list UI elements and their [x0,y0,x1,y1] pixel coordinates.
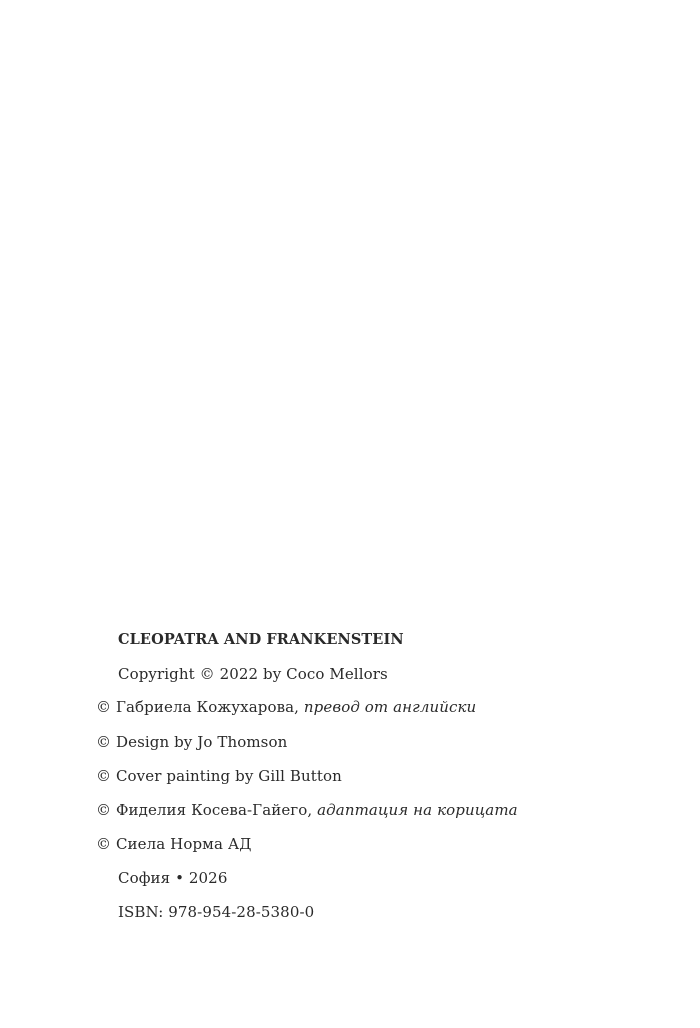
copyright-line: Copyright © 2022 by Coco Mellors [118,665,388,683]
translator-credit [96,697,476,717]
isbn: ISBN: 978-954-28-5380-0 [118,903,315,921]
place-year: София • 2026 [118,869,228,887]
translator-name: © Габриела Кожухарова, [96,698,304,716]
translator-role: превод от английски [303,698,477,716]
cover-adaptation-role: адаптация на корицата [317,801,518,819]
cover-adaptation-credit [96,800,518,820]
book-title: CLEOPATRA AND FRANKENSTEIN [118,631,404,648]
publisher-credit: © Сиела Норма АД [96,835,252,853]
design-credit: © Design by Jo Thomson [96,733,288,751]
cover-painting-credit: © Cover painting by Gill Button [96,767,342,785]
cover-adaptation-name: © Фиделия Косева-Гайего, [96,801,318,819]
